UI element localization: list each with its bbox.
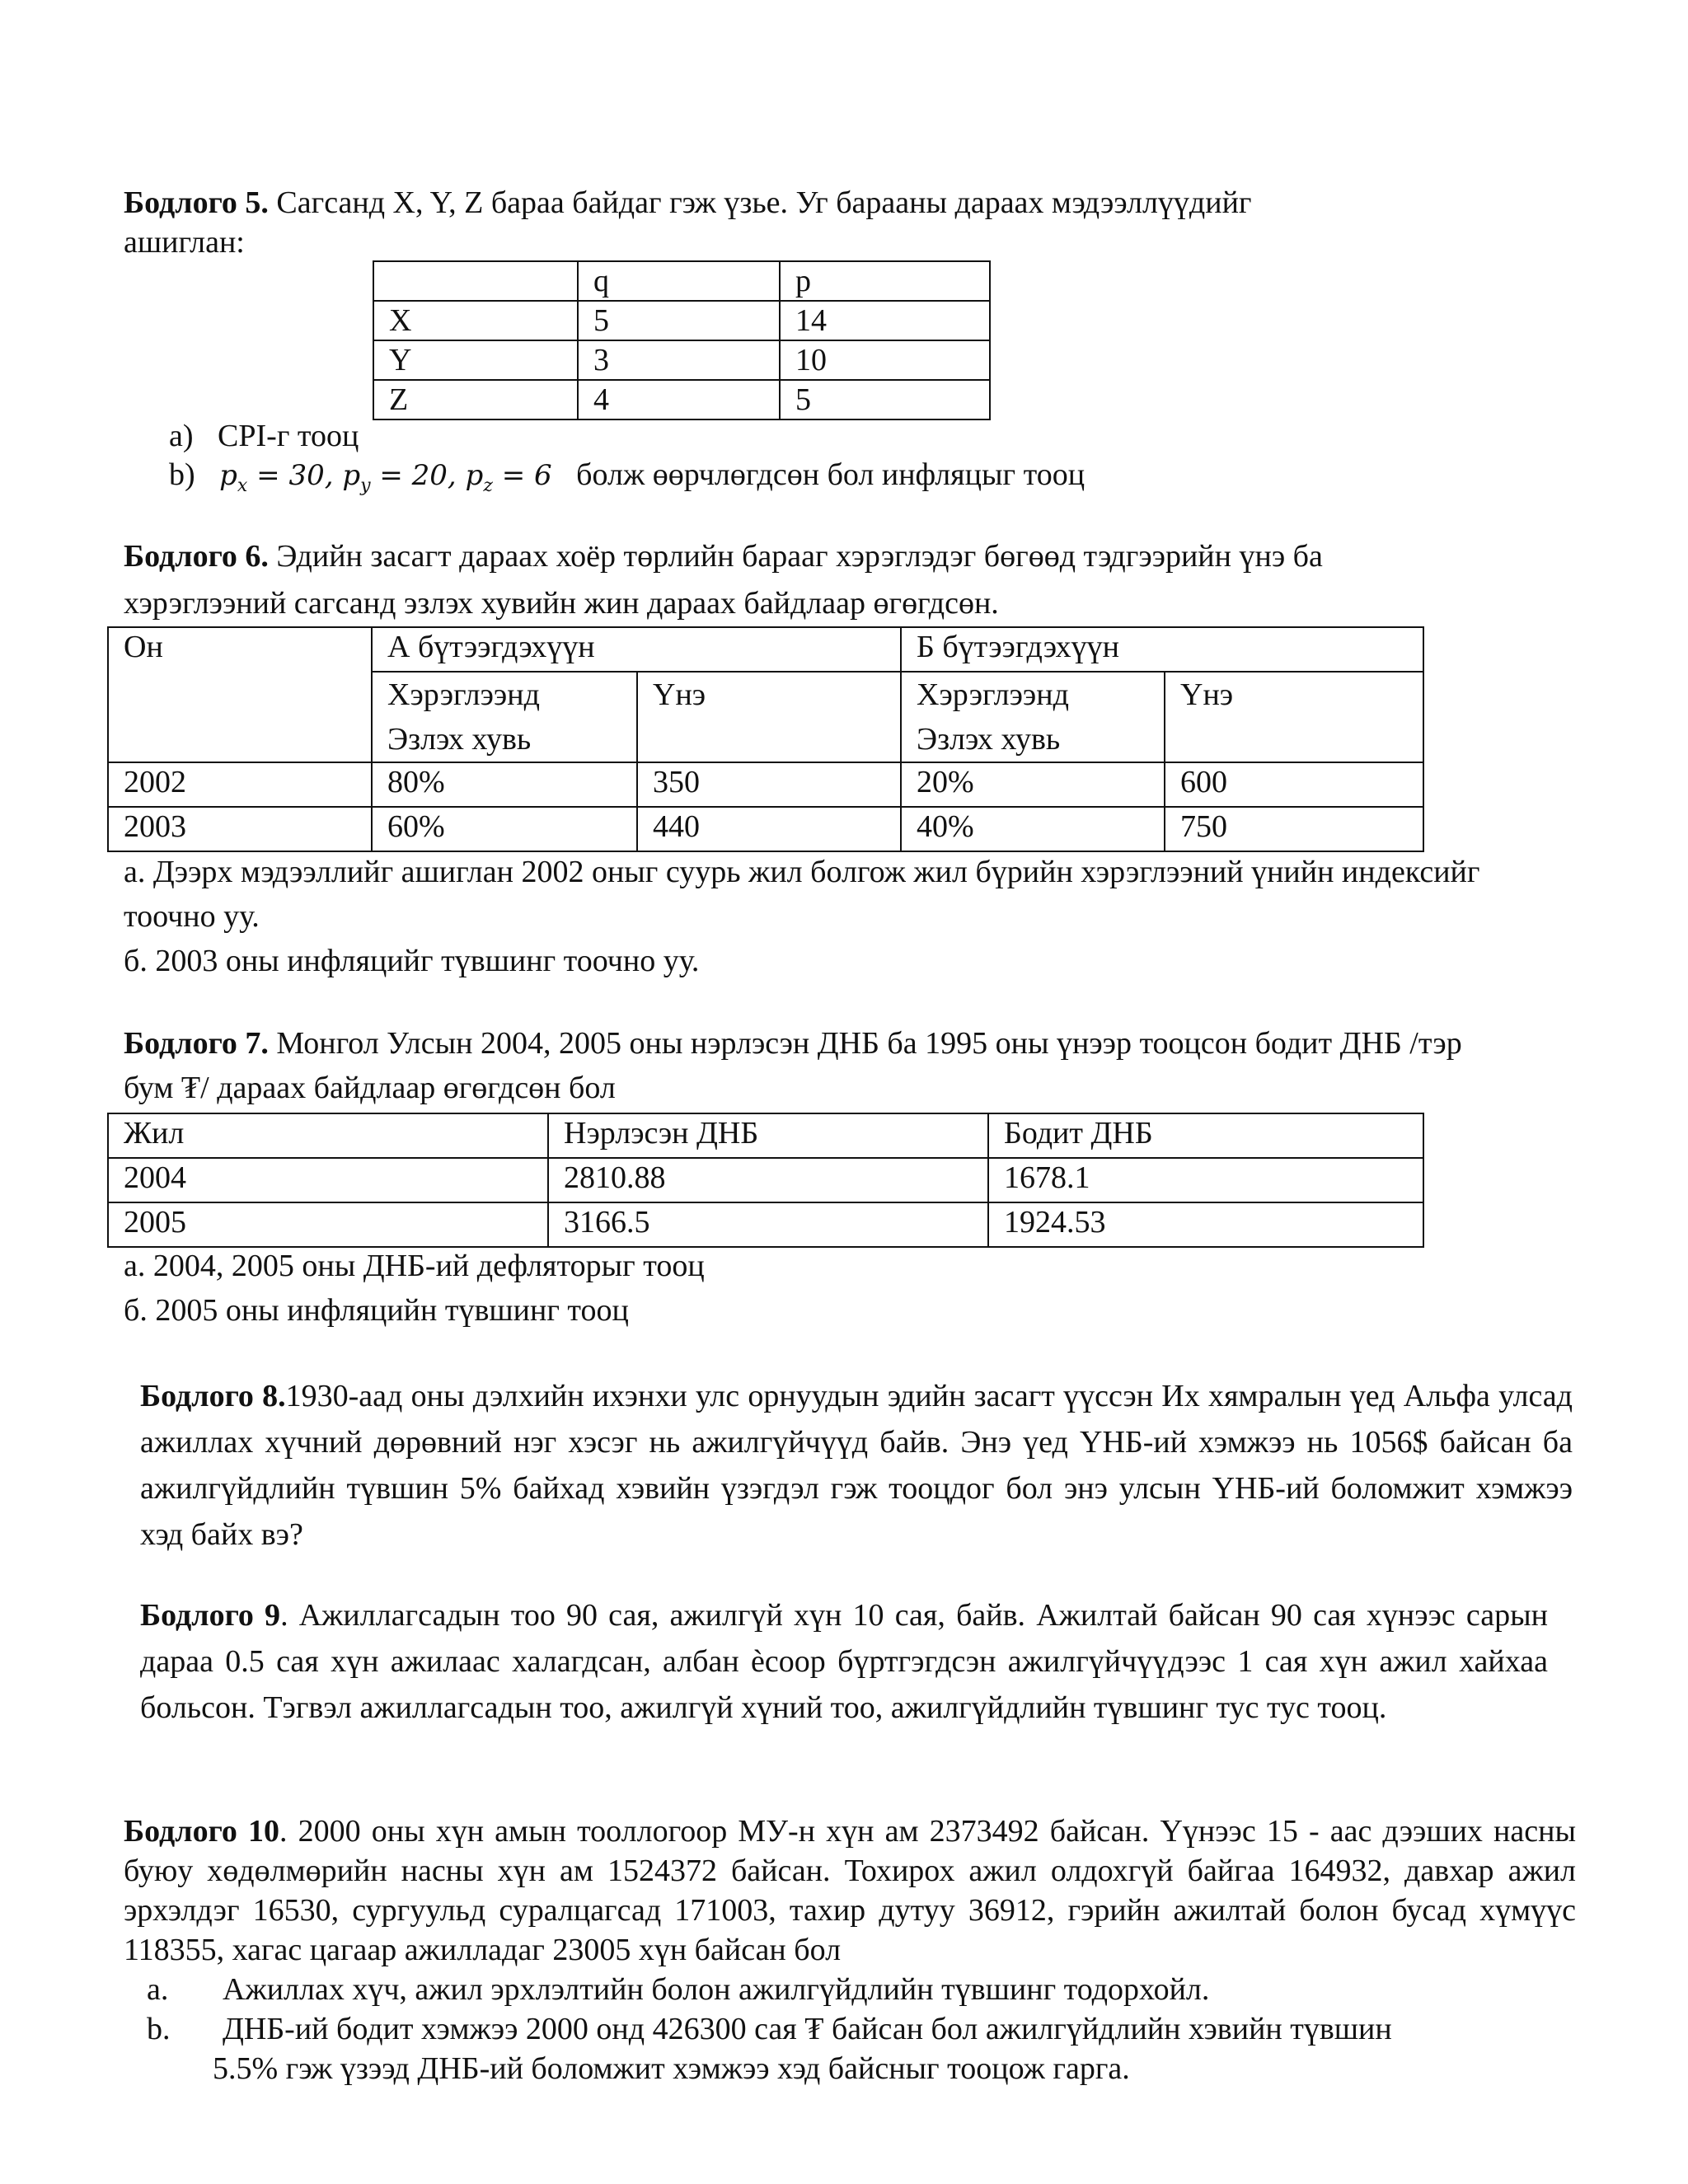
table-cell: Нэрлэсэн ДНБ (548, 1113, 988, 1158)
share-label-1: Хэрэглээнд (387, 677, 540, 712)
p10-item-b (147, 2009, 1392, 2049)
p5-item-b (169, 455, 1085, 506)
p5-title: Бодлого 5. (124, 185, 269, 220)
table-cell: 2004 (108, 1158, 548, 1202)
p5-item-a (169, 416, 359, 456)
table-cell: Жил (108, 1113, 548, 1158)
p10-item-a-marker: a. (147, 1972, 169, 2007)
p6-table (107, 626, 1424, 852)
table-cell (373, 261, 578, 301)
p9-title: Бодлого 9 (140, 1598, 281, 1633)
p6-question-b: б. 2003 оны инфляцийг түвшинг тоочно уу. (124, 944, 700, 978)
table-header-price-a: Үнэ (637, 672, 901, 762)
math-value: = 6 (501, 459, 552, 492)
p10-item-b-marker: b. (147, 2012, 171, 2046)
p5-formula (219, 459, 552, 496)
table-row (108, 1113, 1423, 1158)
table-row (373, 261, 990, 301)
p9-paragraph (140, 1592, 1548, 1731)
p6-question-a-2: тоочно уу. (124, 899, 260, 934)
p6-title: Бодлого 6. (124, 539, 269, 574)
p5-item-a-text: CPI-г тооц (218, 419, 359, 453)
table-cell: 5 (578, 301, 780, 340)
p10-item-a (147, 1970, 1210, 2009)
p5-intro-1: Сагсанд X, Y, Z бараа байдаг гэж үзье. Уг барааны дараах мэдээллүүдийг (276, 185, 1252, 220)
table-row (108, 762, 1423, 807)
table-cell: 750 (1165, 807, 1423, 851)
table-cell: 14 (780, 301, 990, 340)
p10-item-b-text-1: ДНБ-ий бодит хэмжээ 2000 онд 426300 сая ₮ байсан бол ажилгүйдлийн хэвийн түвшин (223, 2012, 1392, 2046)
table-cell: 440 (637, 807, 901, 851)
table-cell: 350 (637, 762, 901, 807)
table-header-year: Он (108, 627, 372, 762)
table-cell: 2810.88 (548, 1158, 988, 1202)
p10-text: . 2000 оны хүн амын тооллогоор МУ-н хүн ам 2373492 байсан. Үүнээс 15 - аас дээших насны буюу хөдөлмөрийн насны хүн ам 1524372 байсан. Тохирох ажил олдохгүй байгаа 164932, давхар ажил эрхэлдэг 16530, сургуульд суралцагсад 171003, тахир дутуу 36912, гэрийн ажилтай болон бусад хүмүүс 118355, хагас цагаар ажилладаг 23005 хүн байсан бол (124, 1814, 1576, 1967)
table-row (108, 1202, 1423, 1247)
p5-table (373, 260, 991, 420)
table-cell: q (578, 261, 780, 301)
p7-question-b: б. 2005 оны инфляцийн түвшинг тооц (124, 1293, 629, 1328)
share-label-1: Хэрэглээнд (917, 677, 1069, 712)
table-row (373, 301, 990, 340)
p5-intro-line-1 (124, 183, 1252, 223)
table-cell: 20% (901, 762, 1165, 807)
p8-title: Бодлого 8. (140, 1379, 286, 1413)
table-cell: 1678.1 (988, 1158, 1423, 1202)
math-subscript: x (237, 475, 248, 496)
p10-item-a-text: Ажиллах хүч, ажил эрхлэлтийн болон ажилгүйдлийн түвшинг тодорхойл. (223, 1972, 1210, 2007)
share-label-2: Эзлэх хувь (917, 722, 1061, 757)
table-cell: 60% (372, 807, 637, 851)
p8-paragraph (140, 1373, 1573, 1558)
table-cell: 80% (372, 762, 637, 807)
table-header-product-a: А бүтээгдэхүүн (372, 627, 901, 672)
table-header-price-b: Үнэ (1165, 672, 1423, 762)
table-row (108, 807, 1423, 851)
p7-intro-line-1 (124, 1024, 1462, 1063)
table-header-product-b: Б бүтээгдэхүүн (901, 627, 1423, 672)
table-cell: p (780, 261, 990, 301)
math-subscript: y (360, 475, 371, 496)
table-cell: 2005 (108, 1202, 548, 1247)
table-cell: Z (373, 380, 578, 419)
table-cell: 40% (901, 807, 1165, 851)
table-cell: 3166.5 (548, 1202, 988, 1247)
p5-intro-line-2: ашиглан: (124, 225, 245, 260)
table-cell: X (373, 301, 578, 340)
math-value: = 30, (256, 459, 334, 492)
table-cell: 10 (780, 340, 990, 380)
p5-item-b-marker: b) (169, 457, 195, 492)
p7-question-a: а. 2004, 2005 оны ДНБ-ий дефляторыг тооц (124, 1249, 705, 1283)
table-cell: 1924.53 (988, 1202, 1423, 1247)
table-row (373, 380, 990, 419)
p7-title: Бодлого 7. (124, 1026, 269, 1061)
table-cell: 4 (578, 380, 780, 419)
table-cell: 5 (780, 380, 990, 419)
table-row (373, 340, 990, 380)
table-header-share-a (372, 672, 637, 762)
p5-item-b-text: болж өөрчлөгдсөн бол инфляцыг тооц (576, 457, 1085, 492)
table-cell: 3 (578, 340, 780, 380)
table-cell: Y (373, 340, 578, 380)
p8-text: 1930-аад оны дэлхийн ихэнхи улс орнуудын эдийн засагт үүссэн Их хямралын үед Альфа улсад ажиллах хүчний дөрөвний нэг хэсэг нь ажилгүйчүүд байв. Энэ үед ҮНБ-ий хэмжээ нь 1056$ байсан ба ажилгүйдлийн түвшин 5% байхад хэвийн үзэгдэл гэж тооцдог бол энэ улсын ҮНБ-ий боломжит хэмжээ хэд байх вэ? (140, 1379, 1573, 1552)
p5-item-a-marker: a) (169, 419, 194, 453)
table-cell: 2002 (108, 762, 372, 807)
p10-title: Бодлого 10 (124, 1814, 279, 1849)
math-symbol: p (465, 459, 484, 492)
p6-intro (124, 534, 1568, 579)
p10-item-b-text-2: 5.5% гэж үзээд ДНБ-ий боломжит хэмжээ хэд байсныг тооцож гарга. (213, 2051, 1130, 2086)
share-label-2: Эзлэх хувь (387, 722, 532, 757)
p6-question-a-1: а. Дээрх мэдээллийг ашиглан 2002 оныг суурь жил болгож жил бүрийн хэрэглээний үнийн индексийг (124, 855, 1480, 889)
p10-paragraph (124, 1811, 1576, 1970)
p7-intro-1: Монгол Улсын 2004, 2005 оны нэрлэсэн ДНБ ба 1995 оны үнээр тооцсон бодит ДНБ /тэр (276, 1026, 1462, 1061)
math-subscript: z (483, 475, 493, 496)
p9-text: . Ажиллагсадын тоо 90 сая, ажилгүй хүн 10 сая, байв. Ажилтай байсан 90 сая хүнээс сарын дараа 0.5 сая хүн ажилаас халагдсан, албан ѐсоор бүртгэгдсэн ажилгүйчүүдээс 1 сая хүн ажил хайхаа больсон. Тэгвэл ажиллагсадын тоо, ажилгүй хүний тоо, ажилгүйдлийн түвшинг тус тус тооц. (140, 1598, 1548, 1725)
table-cell: Бодит ДНБ (988, 1113, 1423, 1158)
table-row (108, 627, 1423, 672)
p6-intro-1: Эдийн засагт дараах хоёр төрлийн барааг хэрэглэдэг бөгөөд тэдгээрийн үнэ ба (276, 539, 1323, 574)
table-cell: 2003 (108, 807, 372, 851)
table-header-share-b (901, 672, 1165, 762)
p6-intro-2: хэрэглээний сагсанд эзлэх хувийн жин дараах байдлаар өгөгдсөн. (124, 586, 999, 621)
p7-intro-2: бум ₮/ дараах байдлаар өгөгдсөн бол (124, 1071, 616, 1105)
math-value: = 20, (379, 459, 457, 492)
p7-table (107, 1113, 1424, 1248)
math-symbol: p (219, 459, 237, 492)
table-row (108, 1158, 1423, 1202)
math-symbol: p (342, 459, 361, 492)
table-cell: 600 (1165, 762, 1423, 807)
